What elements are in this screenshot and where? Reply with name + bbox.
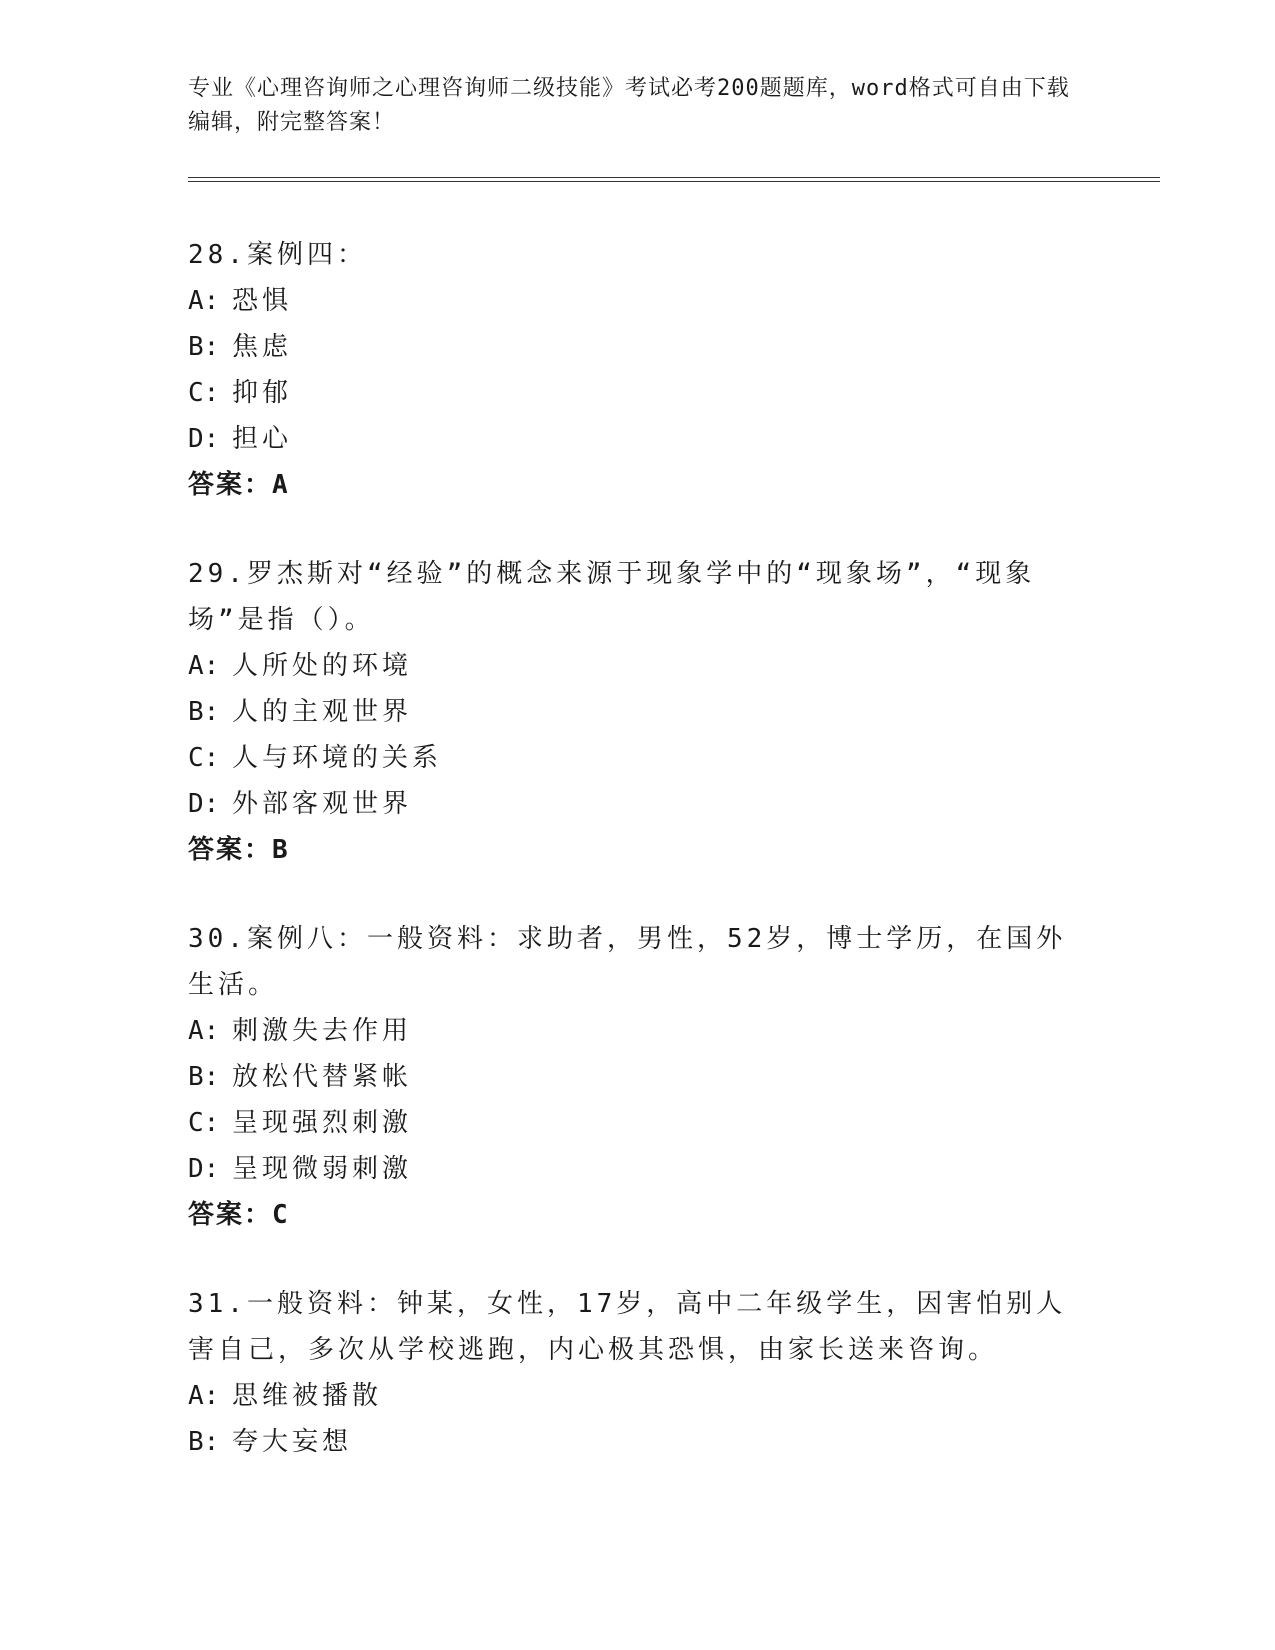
option-c bbox=[188, 370, 1088, 416]
option-label: D: bbox=[188, 424, 220, 454]
option-text: 抑郁 bbox=[232, 378, 293, 408]
option-c bbox=[188, 1100, 1088, 1146]
answer-line: 答案：B bbox=[188, 835, 290, 865]
question-30 bbox=[188, 916, 1088, 1238]
option-label: C: bbox=[188, 1108, 220, 1138]
option-text: 思维被播散 bbox=[232, 1381, 383, 1411]
option-b bbox=[188, 1419, 1088, 1465]
option-text: 呈现强烈刺激 bbox=[232, 1108, 413, 1138]
option-c bbox=[188, 735, 1088, 781]
option-a bbox=[188, 1008, 1088, 1054]
option-b bbox=[188, 689, 1088, 735]
option-text: 人所处的环境 bbox=[232, 651, 413, 681]
question-stem: 29.罗杰斯对“经验”的概念来源于现象学中的“现象场”，“现象场”是指（）。 bbox=[188, 559, 1036, 635]
option-text: 呈现微弱刺激 bbox=[232, 1154, 413, 1184]
header-divider bbox=[188, 177, 1160, 182]
option-label: A: bbox=[188, 1016, 220, 1046]
option-a bbox=[188, 278, 1088, 324]
option-text: 夸大妄想 bbox=[232, 1427, 353, 1457]
option-text: 刺激失去作用 bbox=[232, 1016, 413, 1046]
option-text: 放松代替紧帐 bbox=[232, 1062, 413, 1092]
option-text: 恐惧 bbox=[232, 286, 293, 316]
option-label: A: bbox=[188, 286, 220, 316]
option-text: 人的主观世界 bbox=[232, 697, 413, 727]
option-text: 担心 bbox=[232, 424, 293, 454]
answer-line: 答案：A bbox=[188, 470, 290, 500]
option-a bbox=[188, 643, 1088, 689]
question-stem: 30.案例八：一般资料：求助者，男性，52岁，博士学历，在国外生活。 bbox=[188, 924, 1067, 1000]
question-29 bbox=[188, 551, 1088, 873]
option-label: C: bbox=[188, 378, 220, 408]
option-b bbox=[188, 324, 1088, 370]
option-d bbox=[188, 1146, 1088, 1192]
option-label: B: bbox=[188, 1427, 220, 1457]
option-label: C: bbox=[188, 743, 220, 773]
answer-line: 答案：C bbox=[188, 1200, 290, 1230]
question-31 bbox=[188, 1281, 1088, 1465]
option-text: 焦虑 bbox=[232, 332, 293, 362]
option-label: D: bbox=[188, 789, 220, 819]
question-list bbox=[188, 232, 1088, 1508]
option-label: B: bbox=[188, 697, 220, 727]
option-b bbox=[188, 1054, 1088, 1100]
option-label: A: bbox=[188, 1381, 220, 1411]
option-a bbox=[188, 1373, 1088, 1419]
option-text: 人与环境的关系 bbox=[232, 743, 443, 773]
option-text: 外部客观世界 bbox=[232, 789, 413, 819]
option-label: A: bbox=[188, 651, 220, 681]
option-d bbox=[188, 781, 1088, 827]
question-stem: 31.一般资料：钟某，女性，17岁，高中二年级学生，因害怕别人害自己，多次从学校逃跑，内心极其恐惧，由家长送来咨询。 bbox=[188, 1289, 1067, 1365]
question-stem: 28.案例四： bbox=[188, 240, 367, 270]
document-intro: 专业《心理咨询师之心理咨询师二级技能》考试必考200题题库，word格式可自由下载编辑，附完整答案！ bbox=[188, 76, 1070, 135]
option-d bbox=[188, 416, 1088, 462]
question-28 bbox=[188, 232, 1088, 508]
option-label: B: bbox=[188, 332, 220, 362]
option-label: B: bbox=[188, 1062, 220, 1092]
option-label: D: bbox=[188, 1154, 220, 1184]
